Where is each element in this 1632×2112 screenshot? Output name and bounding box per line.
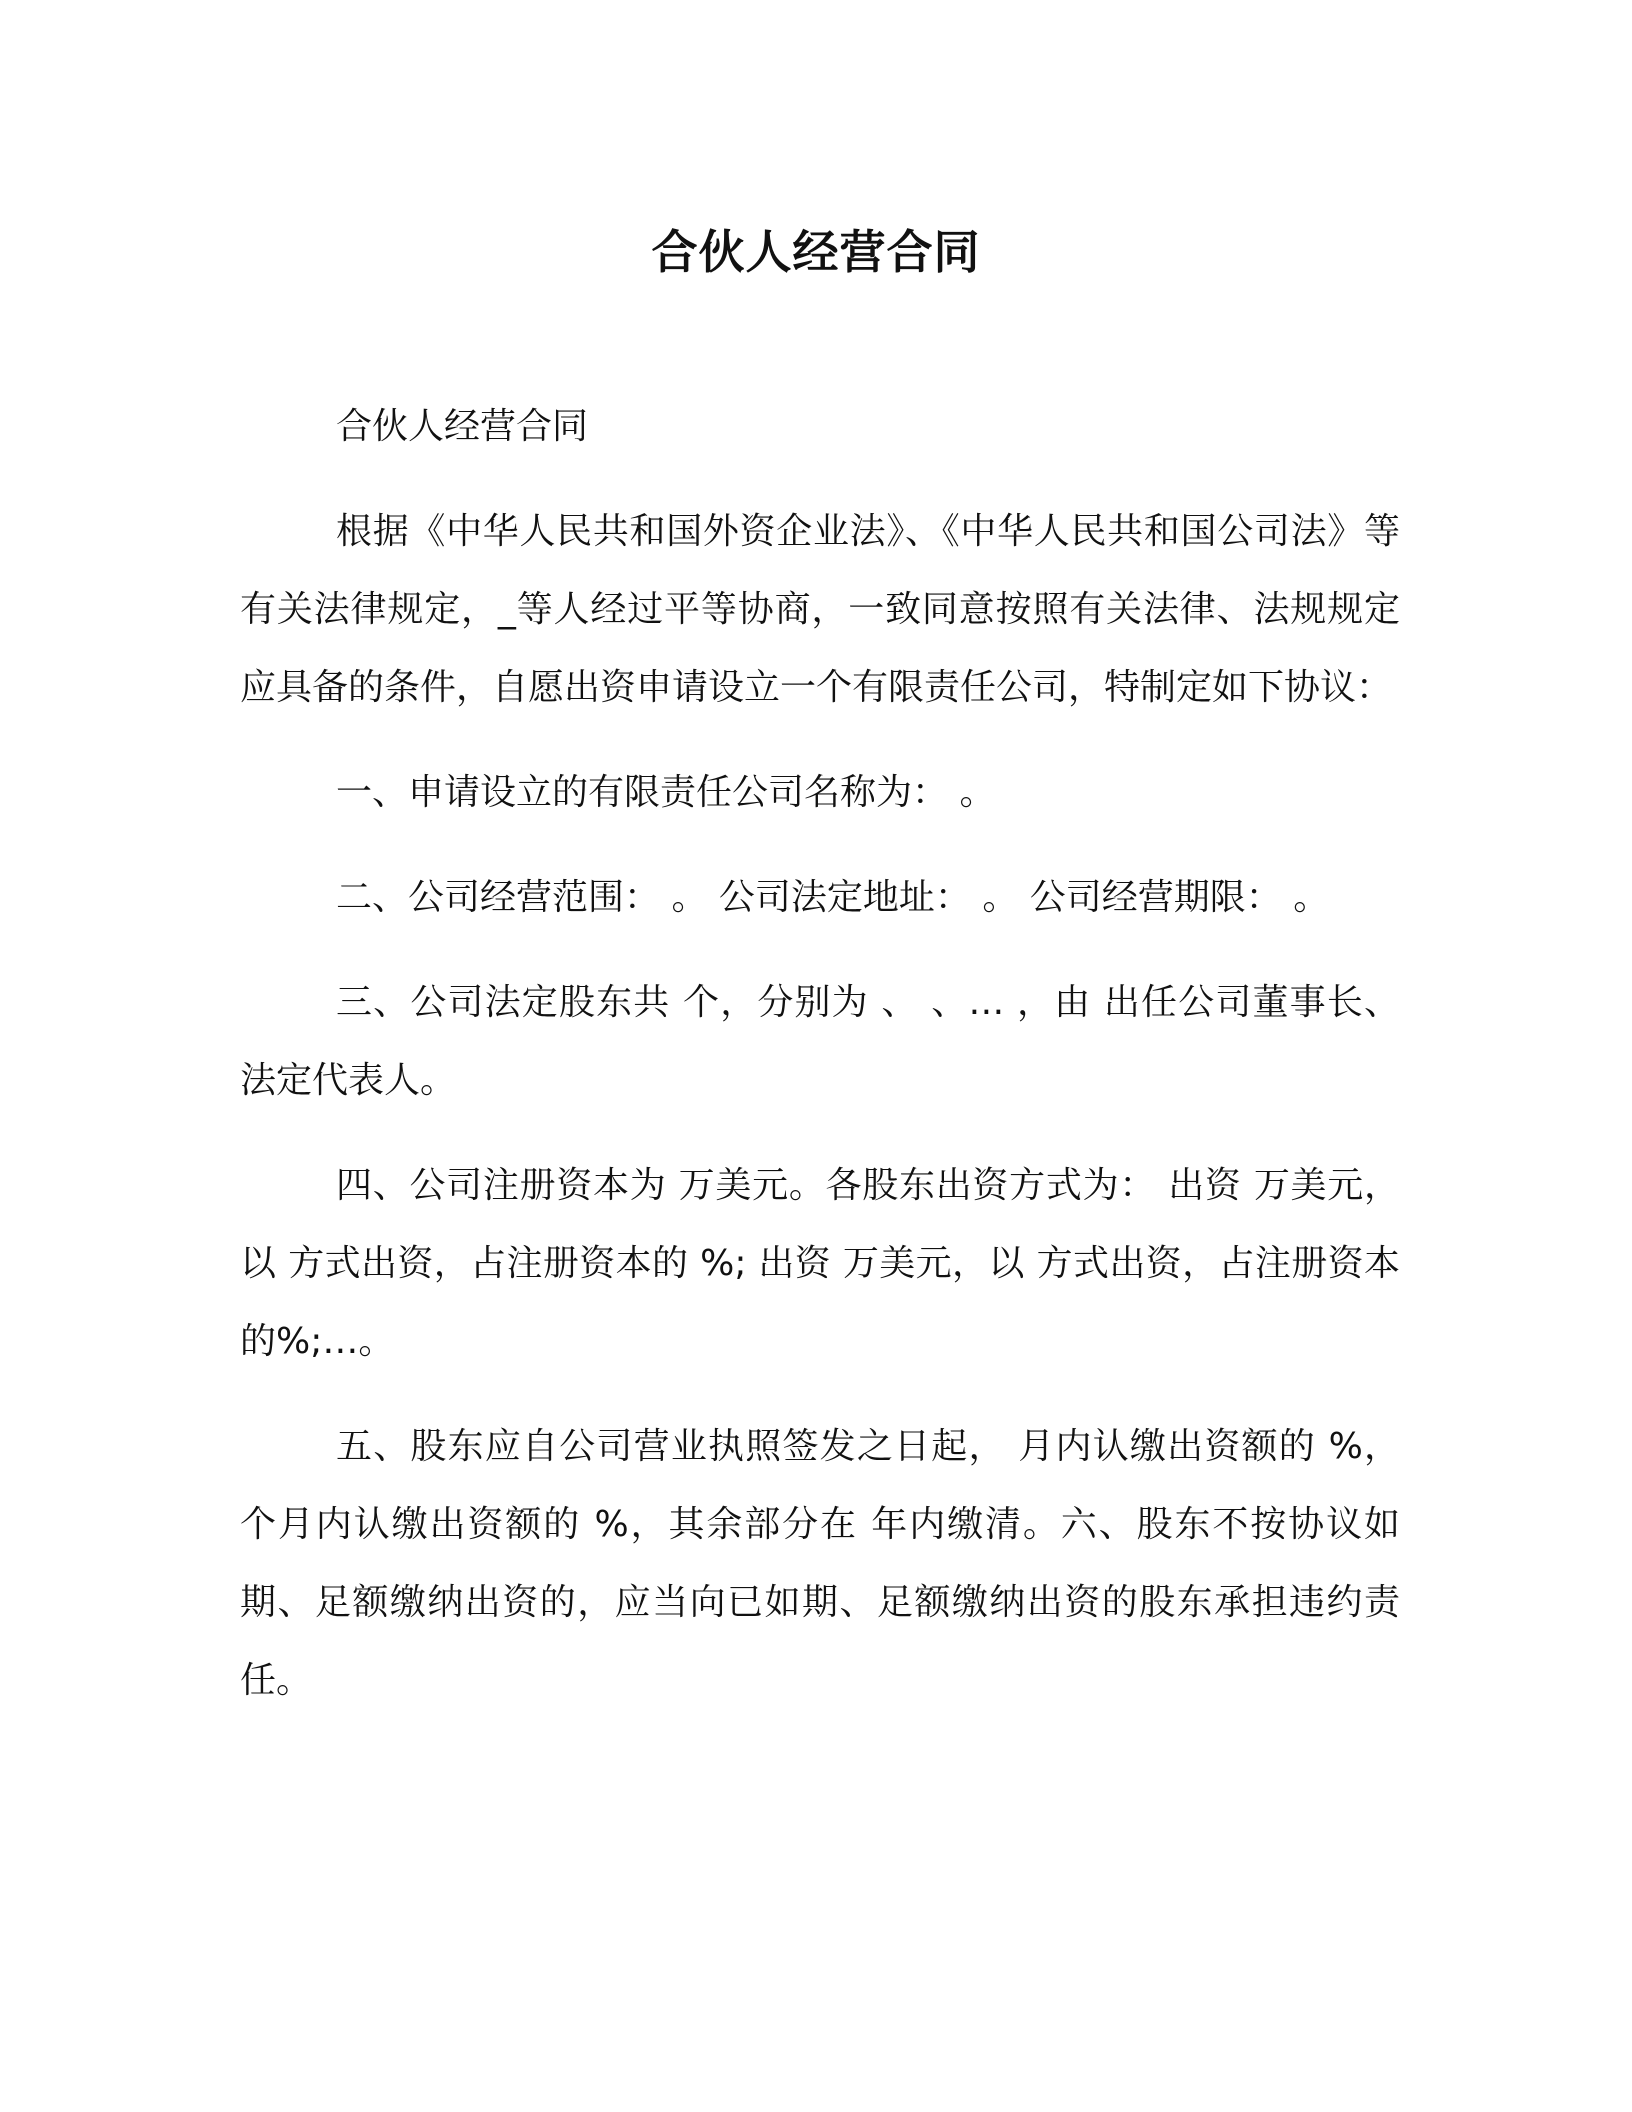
document-body [240, 388, 1400, 1747]
paragraph-clause-4: 四、公司注册资本为 万美元。各股东出资方式为： 出资 万美元，以 方式出资，占注册资本的 %; 出资 万美元，以 方式出资，占注册资本的%;…。 [240, 1165, 1400, 1362]
paragraph-clause-2: 二、公司经营范围： 。 公司法定地址： 。 公司经营期限： 。 [336, 877, 1330, 918]
document-title: 合伙人经营合同 [651, 225, 981, 279]
paragraph-heading: 合伙人经营合同 [336, 406, 589, 447]
paragraph-clause-5-6: 五、股东应自公司营业执照签发之日起， 月内认缴出资额的 %，个月内认缴出资额的 %，其余部分在 年内缴清。六、股东不按协议如期、足额缴纳出资的，应当向已如期、足额缴纳出资的股东承担违约责任。 [240, 1426, 1400, 1701]
paragraph-clause-3: 三、公司法定股东共 个，分别为 、 、… ，由 出任公司董事长、法定代表人。 [240, 982, 1400, 1101]
paragraph-preamble: 根据《中华人民共和国外资企业法》、《中华人民共和国公司法》等有关法律规定，_等人经过平等协商，一致同意按照有关法律、法规规定应具备的条件，自愿出资申请设立一个有限责任公司，特制定如下协议： [240, 511, 1400, 708]
paragraph-clause-1: 一、申请设立的有限责任公司名称为： 。 [336, 772, 996, 813]
